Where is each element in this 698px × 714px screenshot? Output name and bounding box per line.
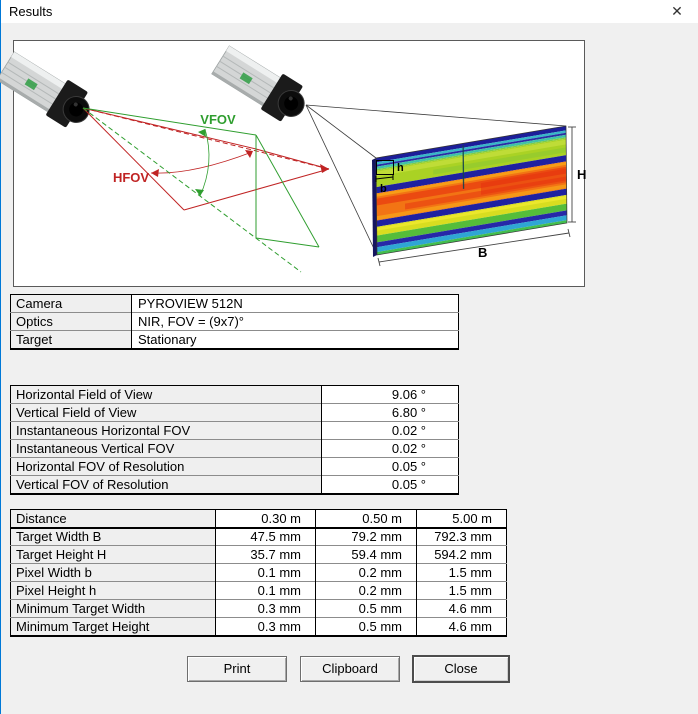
cell-value: 594.2 mm bbox=[417, 546, 507, 564]
row-label: Camera bbox=[11, 295, 132, 313]
row-label: Instantaneous Vertical FOV bbox=[11, 440, 322, 458]
cell-value: 4.6 mm bbox=[417, 600, 507, 618]
cell-value: 0.2 mm bbox=[316, 582, 417, 600]
table-row bbox=[11, 546, 507, 564]
row-value: 0.02 ° bbox=[322, 440, 459, 458]
column-header: Distance bbox=[11, 510, 216, 528]
table-row bbox=[11, 295, 459, 313]
column-header: 0.30 m bbox=[216, 510, 316, 528]
row-value: PYROVIEW 512N bbox=[132, 295, 459, 313]
cell-value: 0.5 mm bbox=[316, 600, 417, 618]
table-row bbox=[11, 422, 459, 440]
column-header: 5.00 m bbox=[417, 510, 507, 528]
table-row bbox=[11, 476, 459, 494]
column-header: 0.50 m bbox=[316, 510, 417, 528]
vfov-label: VFOV bbox=[200, 112, 236, 127]
cell-value: 0.3 mm bbox=[216, 618, 316, 636]
row-label: Minimum Target Width bbox=[11, 600, 216, 618]
camera-left bbox=[0, 48, 98, 134]
row-label: Optics bbox=[11, 313, 132, 331]
table-row bbox=[11, 618, 507, 636]
cell-value: 4.6 mm bbox=[417, 618, 507, 636]
table-row bbox=[11, 386, 459, 404]
clipboard-button[interactable]: Clipboard bbox=[300, 656, 400, 682]
distance-results-table bbox=[10, 509, 507, 637]
row-value: 0.02 ° bbox=[322, 422, 459, 440]
target-width-label: B bbox=[478, 245, 488, 260]
fov-illustration-panel bbox=[13, 40, 585, 287]
pixel-width-label: b bbox=[380, 183, 387, 195]
cell-value: 0.5 mm bbox=[316, 618, 417, 636]
row-label: Pixel Width b bbox=[11, 564, 216, 582]
row-label: Target bbox=[11, 331, 132, 349]
title-bar bbox=[1, 0, 698, 23]
cell-value: 792.3 mm bbox=[417, 528, 507, 546]
target-height-label: H bbox=[577, 167, 587, 182]
cell-value: 35.7 mm bbox=[216, 546, 316, 564]
row-value: 0.05 ° bbox=[322, 458, 459, 476]
row-value: Stationary bbox=[132, 331, 459, 349]
row-value: 9.06 ° bbox=[322, 386, 459, 404]
vfov-cone bbox=[83, 108, 319, 272]
cell-value: 79.2 mm bbox=[316, 528, 417, 546]
table-row bbox=[11, 564, 507, 582]
row-label: Horizontal FOV of Resolution bbox=[11, 458, 322, 476]
fov-results-table bbox=[10, 385, 459, 495]
table-row bbox=[11, 528, 507, 546]
row-label: Vertical Field of View bbox=[11, 404, 322, 422]
cell-value: 0.1 mm bbox=[216, 582, 316, 600]
print-button[interactable]: Print bbox=[187, 656, 287, 682]
row-label: Minimum Target Height bbox=[11, 618, 216, 636]
cell-value: 47.5 mm bbox=[216, 528, 316, 546]
cell-value: 0.3 mm bbox=[216, 600, 316, 618]
window-title: Results bbox=[9, 4, 53, 19]
height-dimension bbox=[568, 127, 576, 222]
window-accent-border bbox=[0, 0, 1, 714]
fov-illustration bbox=[14, 41, 587, 286]
cell-value: 1.5 mm bbox=[417, 564, 507, 582]
row-label: Horizontal Field of View bbox=[11, 386, 322, 404]
table-header-row bbox=[11, 510, 507, 528]
table-row bbox=[11, 404, 459, 422]
row-label: Target Height H bbox=[11, 546, 216, 564]
row-value: 6.80 ° bbox=[322, 404, 459, 422]
cell-value: 1.5 mm bbox=[417, 582, 507, 600]
table-row bbox=[11, 440, 459, 458]
close-button[interactable]: Close bbox=[412, 655, 510, 683]
row-label: Pixel Height h bbox=[11, 582, 216, 600]
row-label: Vertical FOV of Resolution bbox=[11, 476, 322, 494]
hfov-label: HFOV bbox=[112, 170, 150, 185]
row-label: Target Width B bbox=[11, 528, 216, 546]
cell-value: 0.1 mm bbox=[216, 564, 316, 582]
table-row bbox=[11, 313, 459, 331]
camera-info-table bbox=[10, 294, 459, 350]
cell-value: 59.4 mm bbox=[316, 546, 417, 564]
table-row bbox=[11, 458, 459, 476]
cell-value: 0.2 mm bbox=[316, 564, 417, 582]
row-value: 0.05 ° bbox=[322, 476, 459, 494]
row-label: Instantaneous Horizontal FOV bbox=[11, 422, 322, 440]
table-row bbox=[11, 582, 507, 600]
table-row bbox=[11, 600, 507, 618]
close-icon[interactable]: ✕ bbox=[671, 3, 683, 19]
pixel-height-label: h bbox=[397, 162, 404, 174]
table-row bbox=[11, 331, 459, 349]
row-value: NIR, FOV = (9x7)° bbox=[132, 313, 459, 331]
